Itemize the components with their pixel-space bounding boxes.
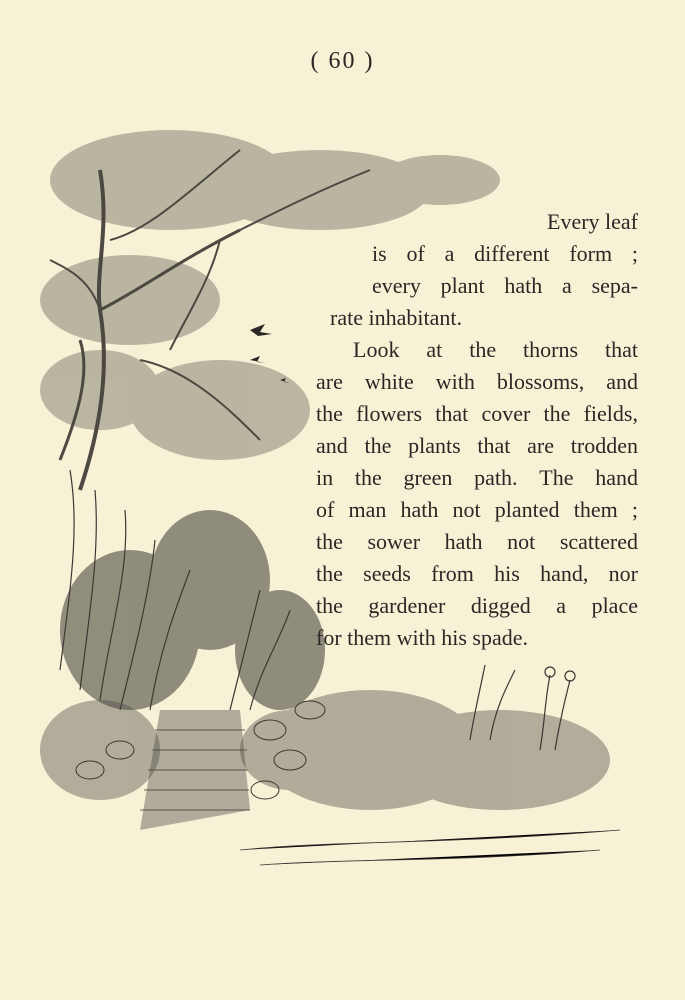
word: ; xyxy=(631,497,638,522)
word: a xyxy=(444,241,455,266)
word: not xyxy=(507,529,536,554)
word: form xyxy=(569,241,613,266)
text-line xyxy=(316,430,638,462)
word: at xyxy=(426,337,443,362)
word: a xyxy=(556,593,567,618)
word: that xyxy=(477,433,511,458)
word: path. xyxy=(474,465,518,490)
text-line: Every leaf xyxy=(547,209,638,234)
text-line xyxy=(316,558,638,590)
word: from xyxy=(431,561,474,586)
text-line xyxy=(316,462,638,494)
text-line xyxy=(353,334,638,366)
text-line xyxy=(372,270,638,302)
word: the xyxy=(316,561,343,586)
text-line xyxy=(316,494,638,526)
word: planted xyxy=(494,497,560,522)
word: digged xyxy=(470,593,531,618)
word: the xyxy=(469,337,497,362)
word: plants xyxy=(408,433,461,458)
word: trodden xyxy=(570,433,638,458)
word: seeds xyxy=(363,561,411,586)
word: every xyxy=(372,273,421,298)
word: the xyxy=(364,433,392,458)
text-line xyxy=(372,238,638,270)
word: fields, xyxy=(583,401,638,426)
word: scattered xyxy=(559,529,638,554)
word: in xyxy=(316,465,334,490)
word: blossoms, xyxy=(496,369,585,394)
word: his xyxy=(494,561,520,586)
word: Look xyxy=(353,337,400,362)
text-line: for them with his spade. xyxy=(316,625,529,650)
word: the xyxy=(543,401,571,426)
word: are xyxy=(316,369,343,394)
word: is xyxy=(372,241,387,266)
word: white xyxy=(364,369,414,394)
word: thorns xyxy=(523,337,579,362)
word: different xyxy=(474,241,550,266)
word: nor xyxy=(608,561,638,586)
word: of xyxy=(406,241,425,266)
word: The xyxy=(539,465,574,490)
page-number: ( 60 ) xyxy=(310,48,375,74)
word: hath xyxy=(444,529,483,554)
word: cover xyxy=(481,401,531,426)
word: hath xyxy=(504,273,543,298)
text-line xyxy=(316,366,638,398)
text-line xyxy=(316,398,638,430)
word: the xyxy=(316,593,343,618)
word: hand, xyxy=(540,561,589,586)
word: hand xyxy=(595,465,638,490)
word: a xyxy=(562,273,572,298)
word: man xyxy=(348,497,387,522)
word: of xyxy=(316,497,335,522)
word: the xyxy=(354,465,382,490)
word: flowers xyxy=(356,401,423,426)
word: sepa- xyxy=(591,273,638,298)
word: and xyxy=(316,433,348,458)
word: that xyxy=(604,337,638,362)
word: the xyxy=(316,529,343,554)
word: ; xyxy=(631,241,638,266)
word: that xyxy=(435,401,469,426)
word: hath xyxy=(400,497,439,522)
text-line xyxy=(316,526,638,558)
word: and xyxy=(606,369,638,394)
word: gardener xyxy=(368,593,446,618)
word: not xyxy=(452,497,481,522)
word: place xyxy=(591,593,638,618)
text-line xyxy=(316,590,638,622)
word: sower xyxy=(367,529,421,554)
text-line: rate inhabitant. xyxy=(330,305,462,330)
word: are xyxy=(527,433,555,458)
word: with xyxy=(435,369,475,394)
word: the xyxy=(316,401,343,426)
word: plant xyxy=(440,273,485,298)
word: them xyxy=(573,497,618,522)
word: green xyxy=(403,465,453,490)
